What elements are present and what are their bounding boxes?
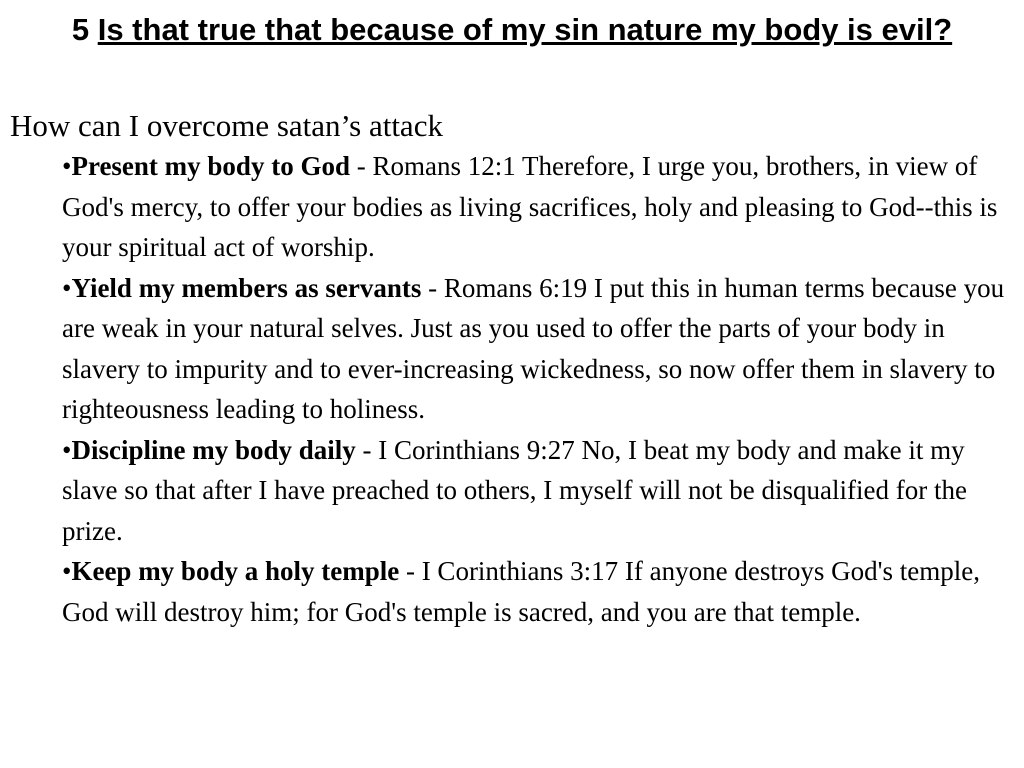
bullet-marker: • [62,556,72,586]
bullet-heading: Present my body to God [71,151,350,181]
bullet-heading: Keep my body a holy temple [71,556,400,586]
bullet-text: - I Corinthians 9:27 No, I beat my body and make it my slave so that after I have preached to others, I myself will not be disqualified for the prize. [62,434,967,546]
bullet-text: - Romans 12:1 Therefore, I urge you, brothers, in view of God's mercy, to offer your bodies as living sacrifices, holy and pleasing to God--this is your spiritual act of worship. [62,151,998,262]
bullet-marker: • [62,272,72,303]
slide-title [10,10,1014,50]
bullet-item [62,430,1012,552]
bullet-text: - I Corinthians 3:17 If anyone destroys God's temple, God will destroy him; for God's temple is sacred, and you are that temple. [62,556,980,627]
bullet-marker: • [62,434,72,465]
bullet-heading: Yield my members as servants [71,272,422,303]
bullet-item [62,551,1012,632]
bullet-list [62,146,1012,632]
slide-title-text: Is that true that because of my sin nature my body is evil? [97,12,953,47]
slide-subtitle: How can I overcome satan’s attack [10,108,443,143]
bullet-item [62,146,1012,268]
bullet-item [62,268,1012,430]
bullet-heading: Discipline my body daily [71,434,356,465]
slide-number: 5 [71,12,90,47]
bullet-marker: • [62,151,72,181]
bullet-text: - Romans 6:19 I put this in human terms because you are weak in your natural selves. Just as you used to offer the parts of your body in slavery to impurity and to ever-increasing wickedness, so now offer them in slavery to righteousness leading to holiness. [62,272,1005,424]
